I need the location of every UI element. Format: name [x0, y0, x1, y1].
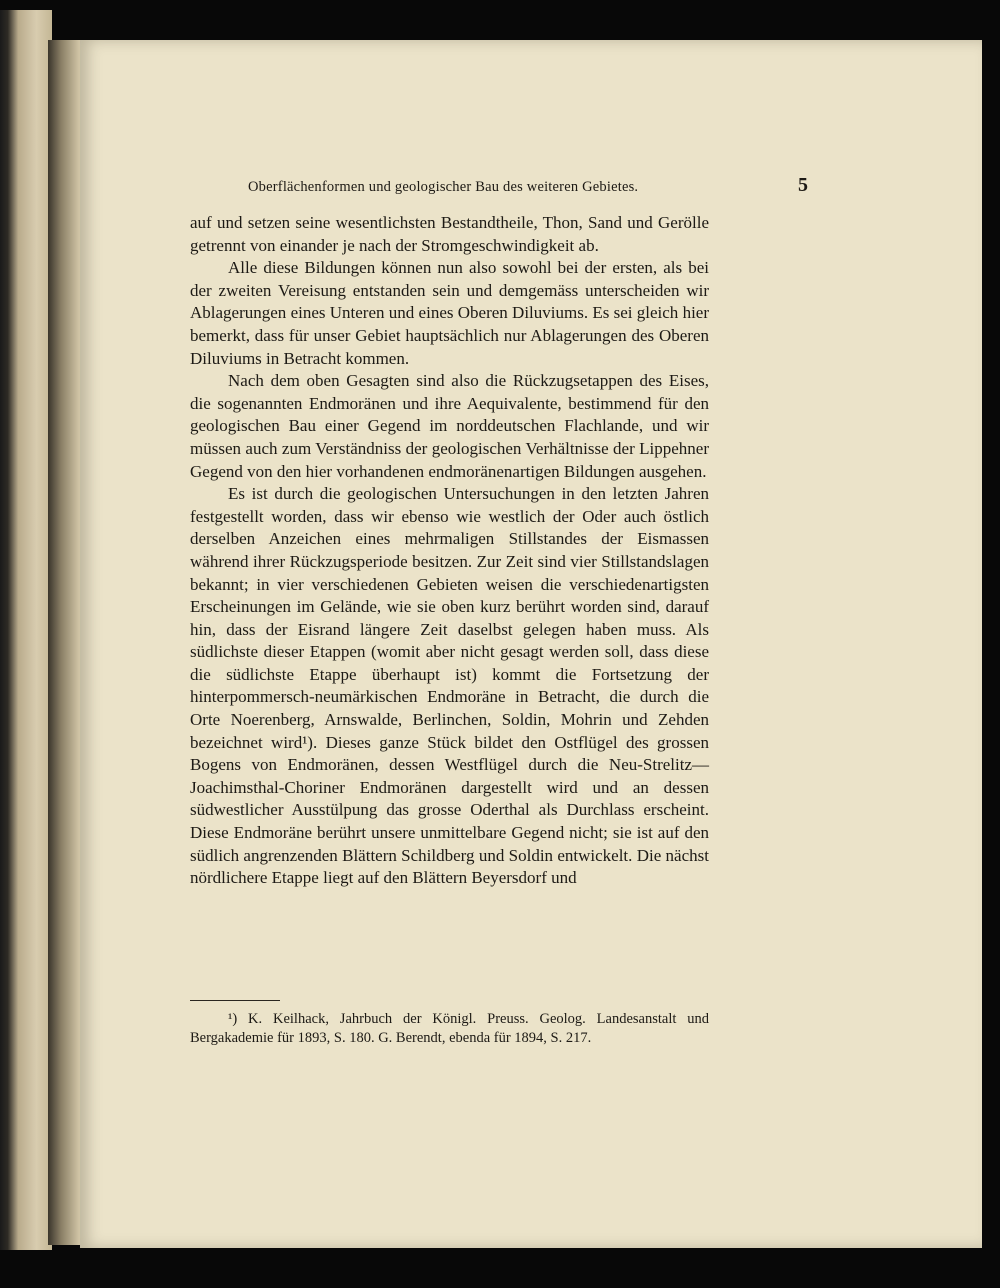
- footnote-text: ¹) K. Keilhack, Jahrbuch der Königl. Preuss. Geolog. Landesanstalt und Bergakademie für 1893, S. 180. G. Berendt, ebenda für 1894, S. 217.: [190, 1011, 709, 1046]
- paragraph-4: Es ist durch die geologischen Untersuchungen in den letzten Jahren festgestellt worden, dass wir ebenso wie westlich der Oder auch östlich derselben Anzeichen eines mehrmaligen Stillstandes der Eismassen während ihrer Rückzugsperiode besitzen. Zur Zeit sind vier Stillstandslagen bekannt; in vier verschiedenen Gebieten weisen die verschiedenartigsten Erscheinungen im Gelände, wie sie oben kurz berührt worden sind, darauf hin, dass der Eisrand längere Zeit daselbst gelegen haben muss. Als südlichste dieser Etappen (womit aber nicht gesagt werden soll, dass diese die südlichste Etappe überhaupt ist) kommt die Fortsetzung der hinterpommersch-neumärkischen Endmoräne in Betracht, die durch die Orte Noerenberg, Arnswalde, Berlinchen, Soldin, Mohrin und Zehden bezeichnet wird¹). Dieses ganze Stück bildet den Ostflügel des grossen Bogens von Endmoränen, dessen Westflügel durch die Neu-Strelitz—Joachimsthal-Choriner Endmoränen dargestellt wird und an dessen südwestlicher Ausstülpung das grosse Oderthal als Durchlass erscheint. Diese Endmoräne berührt unsere unmittelbare Gegend nicht; sie ist auf den südlich angrenzenden Blättern Schildberg und Soldin entwickelt. Die nächst nördlichere Etappe liegt auf den Blättern Beyersdorf und: [190, 484, 709, 888]
- footnote-rule: [190, 1000, 280, 1001]
- paragraph-1: auf und setzen seine wesentlichsten Bestandtheile, Thon, Sand und Gerölle getrennt von einander je nach der Stromgeschwindigkeit ab.: [190, 213, 709, 255]
- footnote: [190, 1010, 709, 1048]
- running-head-title: Oberflächenformen und geologischer Bau des weiteren Gebietes.: [248, 179, 639, 195]
- paragraph-3: Nach dem oben Gesagten sind also die Rückzugsetappen des Eises, die sogenannten Endmoränen und ihre Aequivalente, bestimmend für den geologischen Bau einer Gegend im norddeutschen Flachlande, und wir müssen auch zum Verständniss der geologischen Verhältnisse der Lippehner Gegend von den hier vorhandenen endmoränenartigen Bildungen ausgehen.: [190, 371, 709, 481]
- page-number: 5: [798, 174, 808, 196]
- paragraph-2: Alle diese Bildungen können nun also sowohl bei der ersten, als bei der zweiten Vereisung entstanden sein und demgemäss unterscheiden wir Ablagerungen eines Unteren und eines Oberen Diluviums. Es sei gleich hier bemerkt, dass für unser Gebiet hauptsächlich nur Ablagerungen des Oberen Diluviums in Betracht kommen.: [190, 258, 709, 368]
- facing-page-edge: [0, 10, 52, 1250]
- running-head: [248, 174, 808, 197]
- book-page: [80, 40, 982, 1248]
- body-text: [190, 212, 709, 890]
